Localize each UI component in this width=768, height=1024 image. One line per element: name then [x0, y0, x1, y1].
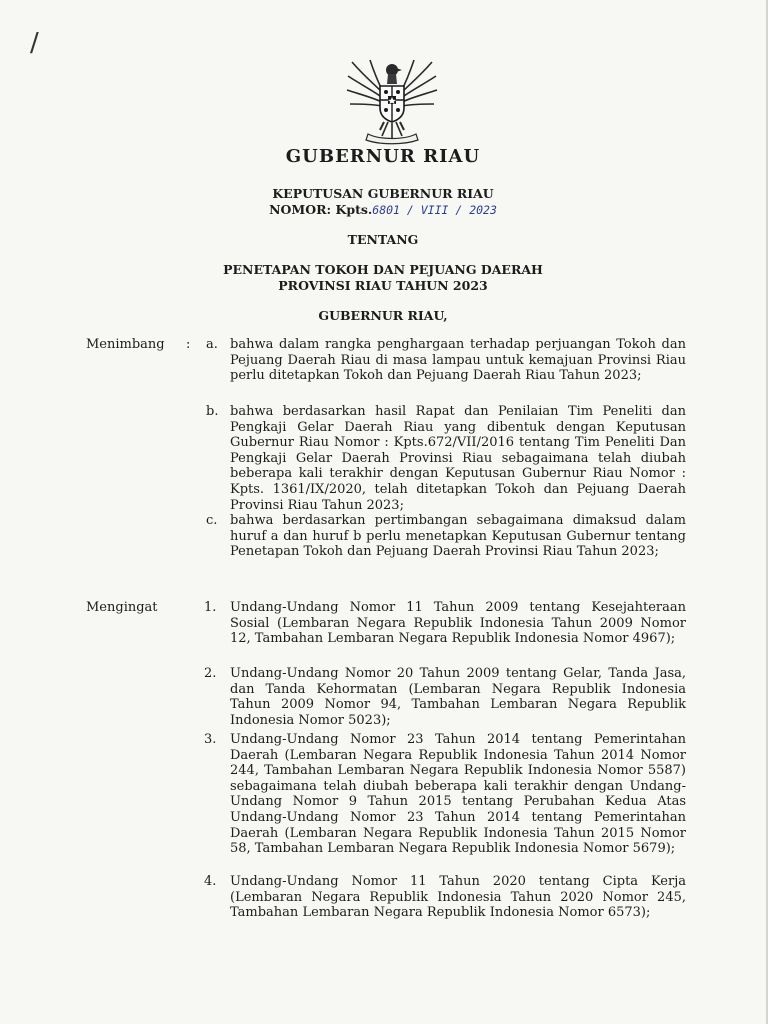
mengingat-label: Mengingat — [86, 600, 158, 615]
mengingat-item-text: Undang-Undang Nomor 20 Tahun 2009 tentang Gelar, Tanda Jasa, dan Tanda Kehormatan (Lembaran Negara Republik Indonesia Tahun 2009 Nomor 94, Tambahan Lembaran Negara Republik Indonesia Nomor 5023); — [230, 666, 686, 728]
mengingat-item-text: Undang-Undang Nomor 23 Tahun 2014 tentang Pemerintahan Daerah (Lembaran Negara Republik Indonesia Tahun 2014 Nomor 244, Tambahan Lembaran Negara Republik Indonesia Nomor 5587) sebagaimana telah diubah beberapa kali terakhir dengan Undang-Undang Nomor 9 Tahun 2015 tentang Perubahan Kedua Atas Undang-Undang Nomor 23 Tahun 2014 tentang Pemerintahan Daerah (Lembaran Negara Republik Indonesia Tahun 2015 Nomor 58, Tambahan Lembaran Negara Republik Indonesia Nomor 5679); — [230, 732, 686, 857]
mengingat-item-number: 1. — [204, 600, 217, 615]
mengingat-item-number: 2. — [204, 666, 217, 681]
decree-title: KEPUTUSAN GUBERNUR RIAU — [272, 186, 494, 201]
decree-number-handwritten: 6801 / VIII / 2023 — [372, 203, 497, 217]
menimbang-item-text: bahwa berdasarkan hasil Rapat dan Penilaian Tim Peneliti dan Pengkaji Gelar Daerah Riau yang dibentuk dengan Keputusan Gubernur Riau Nomor : Kpts.672/VII/2016 tentang Tim Peneliti Dan Pengkaji Gelar Daerah Provinsi Riau sebagaimana telah diubah beberapa kali terakhir dengan Keputusan Gubernur Riau Nomor : Kpts. 1361/IX/2020, telah ditetapkan Tokoh dan Pejuang Daerah Provinsi Riau Tahun 2023; — [230, 404, 686, 513]
mengingat-item-number: 4. — [204, 874, 217, 889]
governor-heading: GUBERNUR RIAU, — [318, 308, 448, 323]
mengingat-item-text: Undang-Undang Nomor 11 Tahun 2020 tentang Cipta Kerja (Lembaran Negara Republik Indonesia Tahun 2020 Nomor 245, Tambahan Lembaran Negara Republik Indonesia Nomor 6573); — [230, 874, 686, 921]
subject-line-1: PENETAPAN TOKOH DAN PEJUANG DAERAH — [223, 262, 543, 277]
governor-title: GUBERNUR RIAU — [285, 146, 481, 167]
about-heading: TENTANG — [347, 232, 419, 247]
menimbang-colon: : — [186, 337, 191, 352]
menimbang-item-text: bahwa dalam rangka penghargaan terhadap perjuangan Tokoh dan Pejuang Daerah Riau di masa lampau untuk kemajuan Provinsi Riau perlu ditetapkan Tokoh dan Pejuang Daerah Riau Tahun 2023; — [230, 337, 686, 384]
menimbang-item-letter: c. — [206, 513, 218, 528]
decree-number-prefix: NOMOR: Kpts. — [269, 202, 373, 217]
menimbang-label: Menimbang — [86, 337, 165, 352]
garuda-emblem-icon — [344, 54, 440, 146]
handwritten-mark: / — [30, 28, 39, 58]
menimbang-item-letter: a. — [206, 337, 218, 352]
menimbang-item-text: bahwa berdasarkan pertimbangan sebagaimana dimaksud dalam huruf a dan huruf b perlu menetapkan Keputusan Gubernur tentang Penetapan Tokoh dan Pejuang Daerah Provinsi Riau Tahun 2023; — [230, 513, 686, 560]
subject-line-2: PROVINSI RIAU TAHUN 2023 — [278, 278, 488, 293]
decree-number — [0, 202, 766, 217]
mengingat-item-text: Undang-Undang Nomor 11 Tahun 2009 tentang Kesejahteraan Sosial (Lembaran Negara Republik Indonesia Tahun 2009 Nomor 12, Tambahan Lembaran Negara Republik Indonesia Nomor 4967); — [230, 600, 686, 647]
mengingat-item-number: 3. — [204, 732, 217, 747]
menimbang-item-letter: b. — [206, 404, 219, 419]
